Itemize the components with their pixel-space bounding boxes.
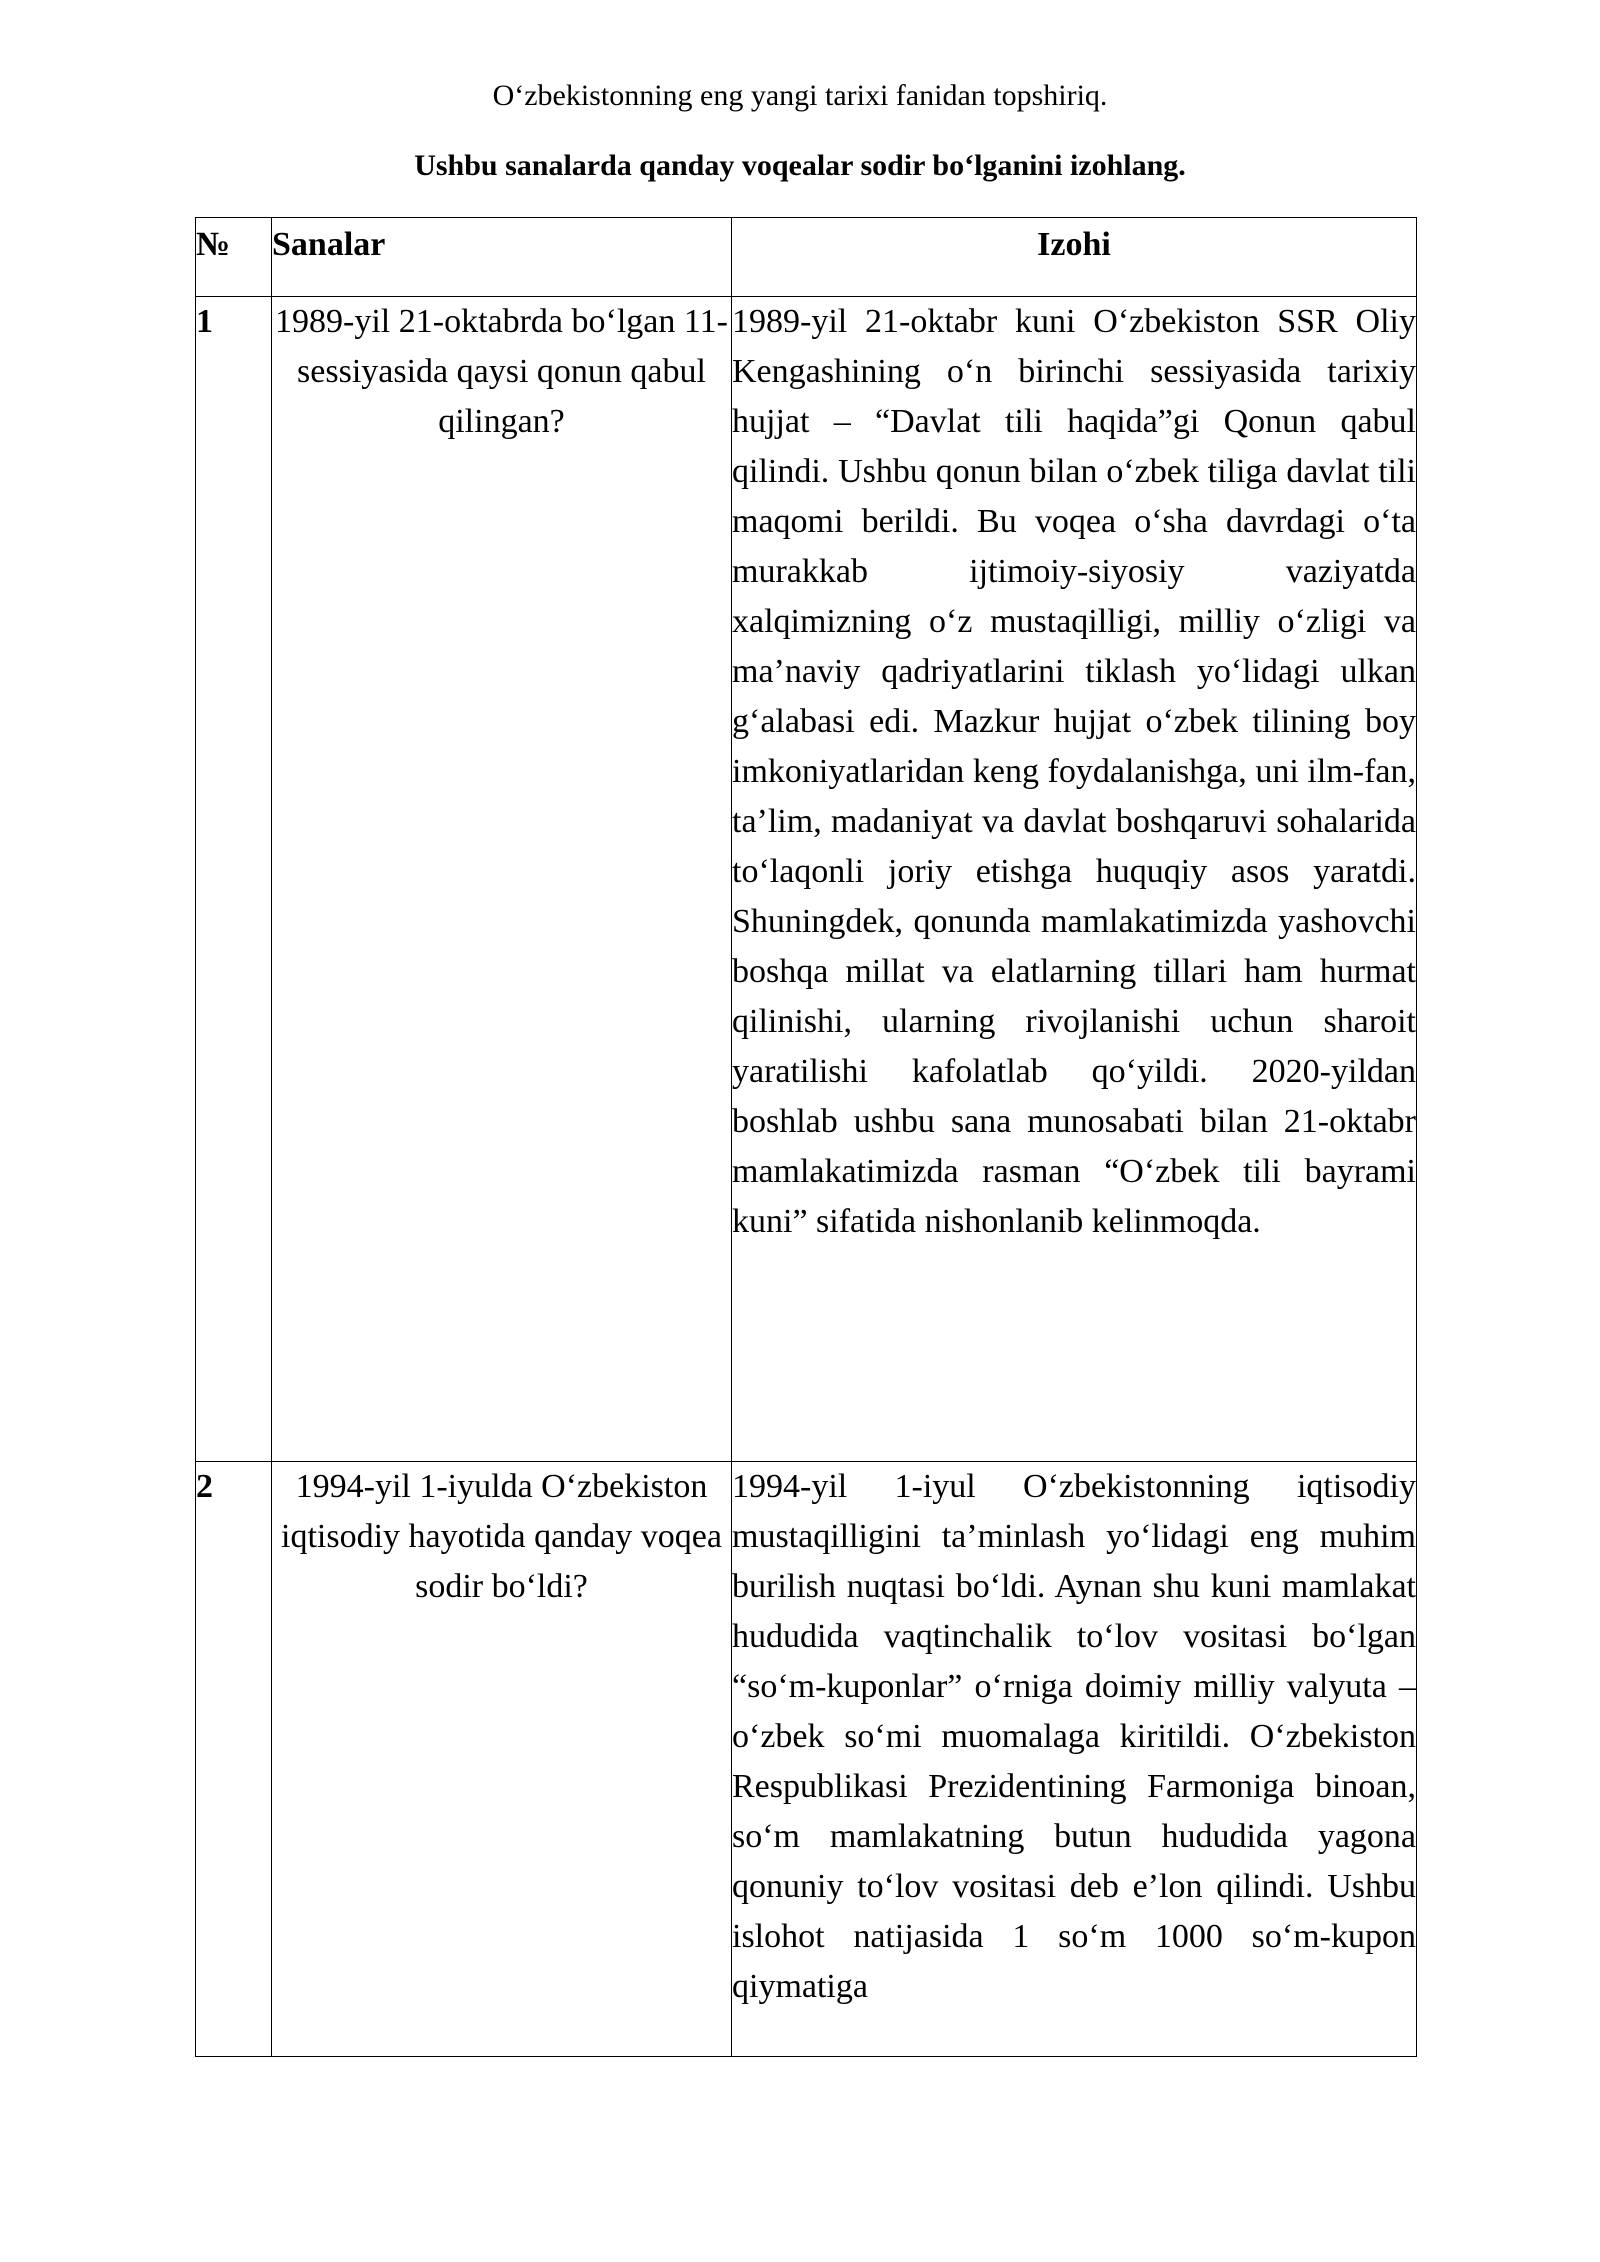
- header-explanation: Izohi: [732, 218, 1417, 297]
- row-question: 1989-yil 21-oktabrda bo‘lgan 11-sessiyasida qaysi qonun qabul qilingan?: [272, 297, 732, 1462]
- row-answer: 1994-yil 1-iyul O‘zbekistonning iqtisodiy mustaqilligini ta’minlash yo‘lidagi eng muhim burilish nuqtasi bo‘ldi. Aynan shu kuni mamlakat hududida vaqtinchalik to‘lov vositasi bo‘lgan “so‘m-kuponlar” o‘rniga doimiy milliy valyuta – o‘zbek so‘mi muomalaga kiritildi. O‘zbekiston Respublikasi Prezidentining Farmoniga binoan, so‘m mamlakatning butun hududida yagona qonuniy to‘lov vositasi deb e’lon qilindi. Ushbu islohot natijasida 1 so‘m 1000 so‘m-kupon qiymatiga: [732, 1462, 1417, 2057]
- row-number: 2: [196, 1462, 272, 2057]
- document-title: O‘zbekistonning eng yangi tarixi fanidan topshiriq.: [492, 79, 1108, 112]
- table-header-row: [196, 218, 1417, 297]
- row-number: 1: [196, 297, 272, 1462]
- row-question: 1994-yil 1-iyulda O‘zbekiston iqtisodiy hayotida qanday voqea sodir bo‘ldi?: [272, 1462, 732, 2057]
- questions-table: [195, 217, 1417, 2057]
- document-instruction: Ushbu sanalarda qanday voqealar sodir bo‘lganini izohlang.: [414, 149, 1186, 182]
- row-answer: 1989-yil 21-oktabr kuni O‘zbekiston SSR Oliy Kengashining o‘n birinchi sessiyasida tarixiy hujjat – “Davlat tili haqida”gi Qonun qabul qilindi. Ushbu qonun bilan o‘zbek tiliga davlat tili maqomi berildi. Bu voqea o‘sha davrdagi o‘ta murakkab ijtimoiy-siyosiy vaziyatda xalqimizning o‘z mustaqilligi, milliy o‘zligi va ma’naviy qadriyatlarini tiklash yo‘lidagi ulkan g‘alabasi edi. Mazkur hujjat o‘zbek tilining boy imkoniyatlaridan keng foydalanishga, uni ilm-fan, ta’lim, madaniyat va davlat boshqaruvi sohalarida to‘laqonli joriy etishga huquqiy asos yaratdi. Shuningdek, qonunda mamlakatimizda yashovchi boshqa millat va elatlarning tillari ham hurmat qilinishi, ularning rivojlanishi uchun sharoit yaratilishi kafolatlab qo‘yildi. 2020-yildan boshlab ushbu sana munosabati bilan 21-oktabr mamlakatimizda rasman “O‘zbek tili bayrami kuni” sifatida nishonlanib kelinmoqda.: [732, 297, 1417, 1462]
- header-number: №: [196, 218, 272, 297]
- header-dates: Sanalar: [272, 218, 732, 297]
- table-row: [196, 297, 1417, 1462]
- table-row: [196, 1462, 1417, 2057]
